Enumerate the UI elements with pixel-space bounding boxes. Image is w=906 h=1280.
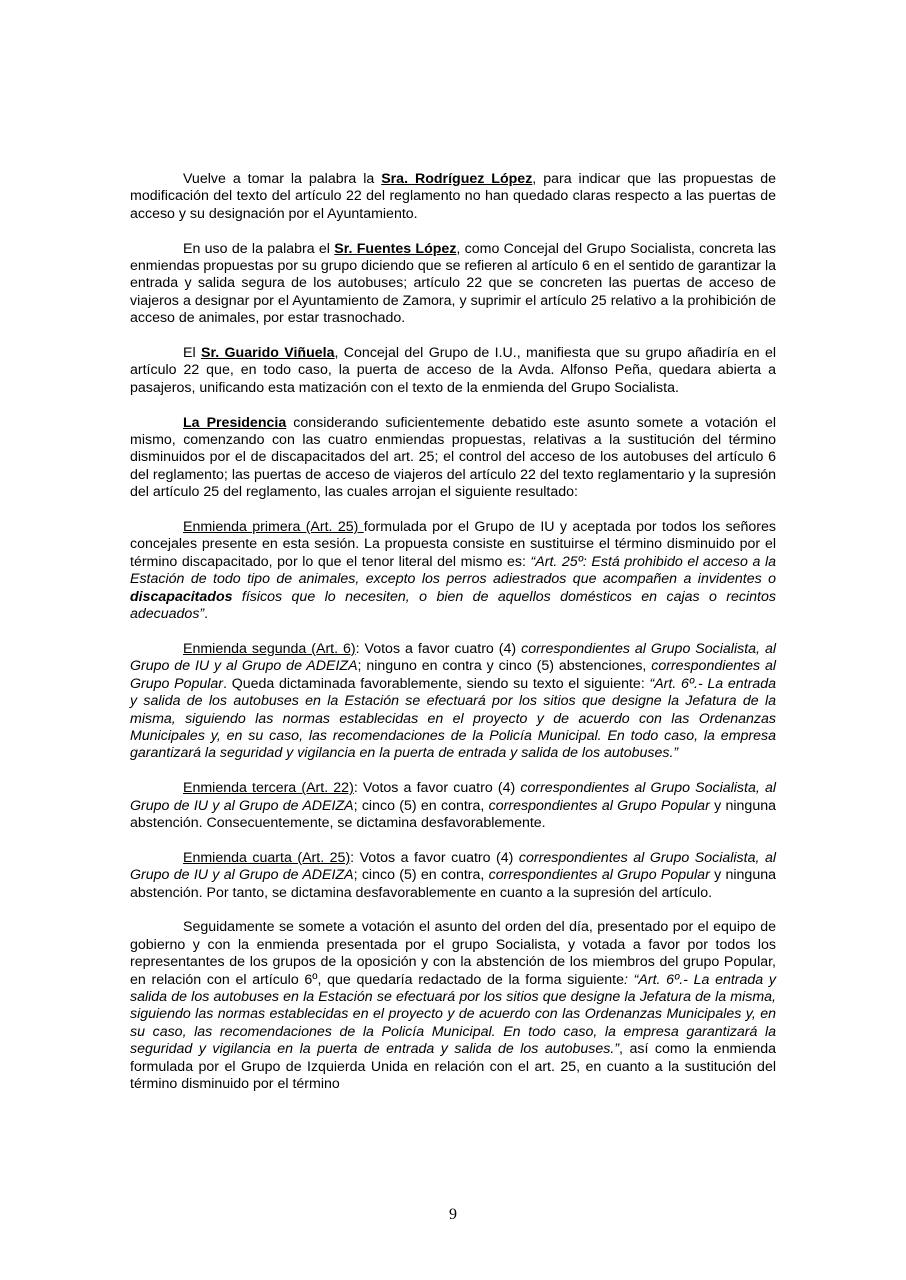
text-run: formulada por el Grupo de IU y aceptada por todos los señores concejales presente en esta sesión. La propuesta consiste en sustituirse el término disminuido por el término discapacitado, por lo que el tenor literal del mismo es:: [130, 519, 776, 570]
text-run: : Votos a favor cuatro (4): [350, 849, 519, 866]
text-run: ; cinco (5) en contra,: [353, 867, 489, 884]
text-run: “Art. 6º.- La entrada y salida de los autobuses en la Estación se efectuará por los sitios que designe la Jefatura de la misma, siguiendo las normas establecidas en el proyecto y de acuerdo con las Ordenanzas Municipales y, en su caso, las recomendaciones de la Policía Municipal. En todo caso, la empresa garantizará la seguridad y vigilancia en la puerta de entrada y salida de los autobuses.”: [130, 675, 777, 762]
text-run: : Votos a favor cuatro (4): [355, 640, 522, 657]
text-run: considerando suficientemente debatido este asunto somete a votación el mismo, comenzando con las cuatro enmiendas propuestas, relativas a la sustitución del término disminuidos por el de discapacitados del art. 25; el control del acceso de los autobuses del artículo 6 del reglamento; las puertas de acceso de viajeros del artículo 22 del texto reglamentario y la supresión del artículo 25 del reglamento, las cuales arrojan el siguiente resultado:: [130, 414, 776, 501]
text-run: El: [183, 345, 201, 362]
text-run: Sr. Fuentes López: [334, 240, 457, 257]
text-run: Enmienda tercera (Art. 22): [183, 780, 354, 797]
paragraph-votacion-final: [130, 919, 776, 1093]
paragraph-enmienda-tercera: [130, 780, 776, 832]
text-run: y ninguna abstención. Por tanto, se dictamina desfavorablemente en cuanto a la supresión del artículo.: [130, 867, 776, 901]
paragraph-enmienda-cuarta: [130, 850, 776, 902]
text-run: ; cinco (5) en contra,: [353, 797, 489, 814]
text-run: , Concejal del Grupo de I.U., manifiesta que su grupo añadiría en el artículo 22 que, en todo caso, la puerta de acceso de la Avda. Alfonso Peña, quedara abierta a pasajeros, unificando esta matización con el texto de la enmienda del Grupo Socialista.: [130, 345, 776, 396]
text-run: correspondientes al Grupo Socialista, al Grupo de IU y al Grupo de ADEIZA: [130, 780, 776, 814]
text-run: .: [204, 606, 209, 623]
text-run: , así como la enmienda formulada por el Grupo de Izquierda Unida en relación con el art. 25, en cuanto a la sustitución del término disminuido por el término: [130, 1041, 776, 1092]
text-run: , para indicar que las propuestas de modificación del texto del artículo 22 del reglamento no han quedado claras respecto a las puertas de acceso y su designación por el Ayuntamiento.: [130, 171, 776, 222]
text-run: Enmienda primera (Art. 25): [183, 519, 364, 536]
text-run: correspondientes al Grupo Popular: [488, 797, 710, 814]
text-run: Sra. Rodríguez López: [381, 171, 533, 187]
document-body: [130, 171, 776, 1111]
text-run: Enmienda segunda (Art. 6): [183, 640, 356, 657]
text-run: Seguidamente se somete a votación el asunto del orden del día, presentado por el equipo de gobierno y con la enmienda presentada por el grupo Socialista, y votada a favor por todos los representantes de los grupos de la oposición y con la abstención de los miembros del grupo Popular, en relación con el artículo 6º, que quedaría redactado de la forma siguiente: [130, 919, 776, 988]
text-run: Sr. Guarido Viñuela: [201, 345, 335, 362]
text-run: discapacitados: [130, 588, 233, 605]
paragraph-enmienda-segunda: [130, 641, 776, 763]
text-run: En uso de la palabra el: [183, 240, 335, 257]
text-run: . Queda dictaminada favorablemente, siendo su texto el siguiente:: [223, 675, 650, 692]
text-run: correspondientes al Grupo Socialista, al Grupo de IU y al Grupo de ADEIZA: [130, 849, 776, 884]
paragraph-guarido-vinuela: [130, 345, 776, 397]
paragraph-rodriguez-lopez: [130, 171, 776, 223]
text-run: físicos que lo necesiten, o bien de aquellos domésticos en cajas o recintos adecuados”: [130, 588, 776, 623]
text-run: La Presidencia: [183, 414, 287, 431]
paragraph-enmienda-primera: [130, 519, 776, 623]
text-run: correspondientes al Grupo Socialista, al Grupo de IU y al Grupo de ADEIZA: [130, 640, 776, 675]
text-run: correspondientes al Grupo Popular: [130, 658, 776, 692]
text-run: ; ninguno en contra y cinco (5) abstenciones,: [357, 658, 652, 675]
text-run: correspondientes al Grupo Popular: [488, 867, 710, 884]
text-run: Vuelve a tomar la palabra la: [183, 171, 382, 187]
text-run: , como Concejal del Grupo Socialista, concreta las enmiendas propuestas por su grupo diciendo que se refieren al artículo 6 en el sentido de garantizar la entrada y salida segura de los autobuses; artículo 22 que se concreten las puertas de acceso de viajeros a designar por el Ayuntamiento de Zamora, y suprimir el artículo 25 relativo a la prohibición de acceso de animales, por estar trasnochado.: [130, 240, 776, 327]
paragraph-fuentes-lopez: [130, 241, 776, 328]
text-run: : Votos a favor cuatro (4): [353, 780, 521, 797]
text-run: y ninguna abstención. Consecuentemente, se dictamina desfavorablemente.: [130, 797, 776, 831]
text-run: Enmienda cuarta (Art. 25): [183, 849, 351, 866]
page-number: 9: [449, 1206, 457, 1223]
paragraph-presidencia: [130, 415, 776, 502]
text-run: “Art. 25º: Está prohibido el acceso a la Estación de todo tipo de animales, excepto los perros adiestrados que acompañen a invidentes o: [130, 553, 776, 588]
text-run: : “Art. 6º.- La entrada y salida de los autobuses en la Estación se efectuará por los sitios que designe la Jefatura de la misma, siguiendo las normas establecidas en el proyecto y de acuerdo con las Ordenanzas Municipales y, en su caso, las recomendaciones de la Policía Municipal. En todo caso, la empresa garantizará la seguridad y vigilancia en la puerta de entrada y salida de los autobuses.”: [130, 971, 776, 1058]
